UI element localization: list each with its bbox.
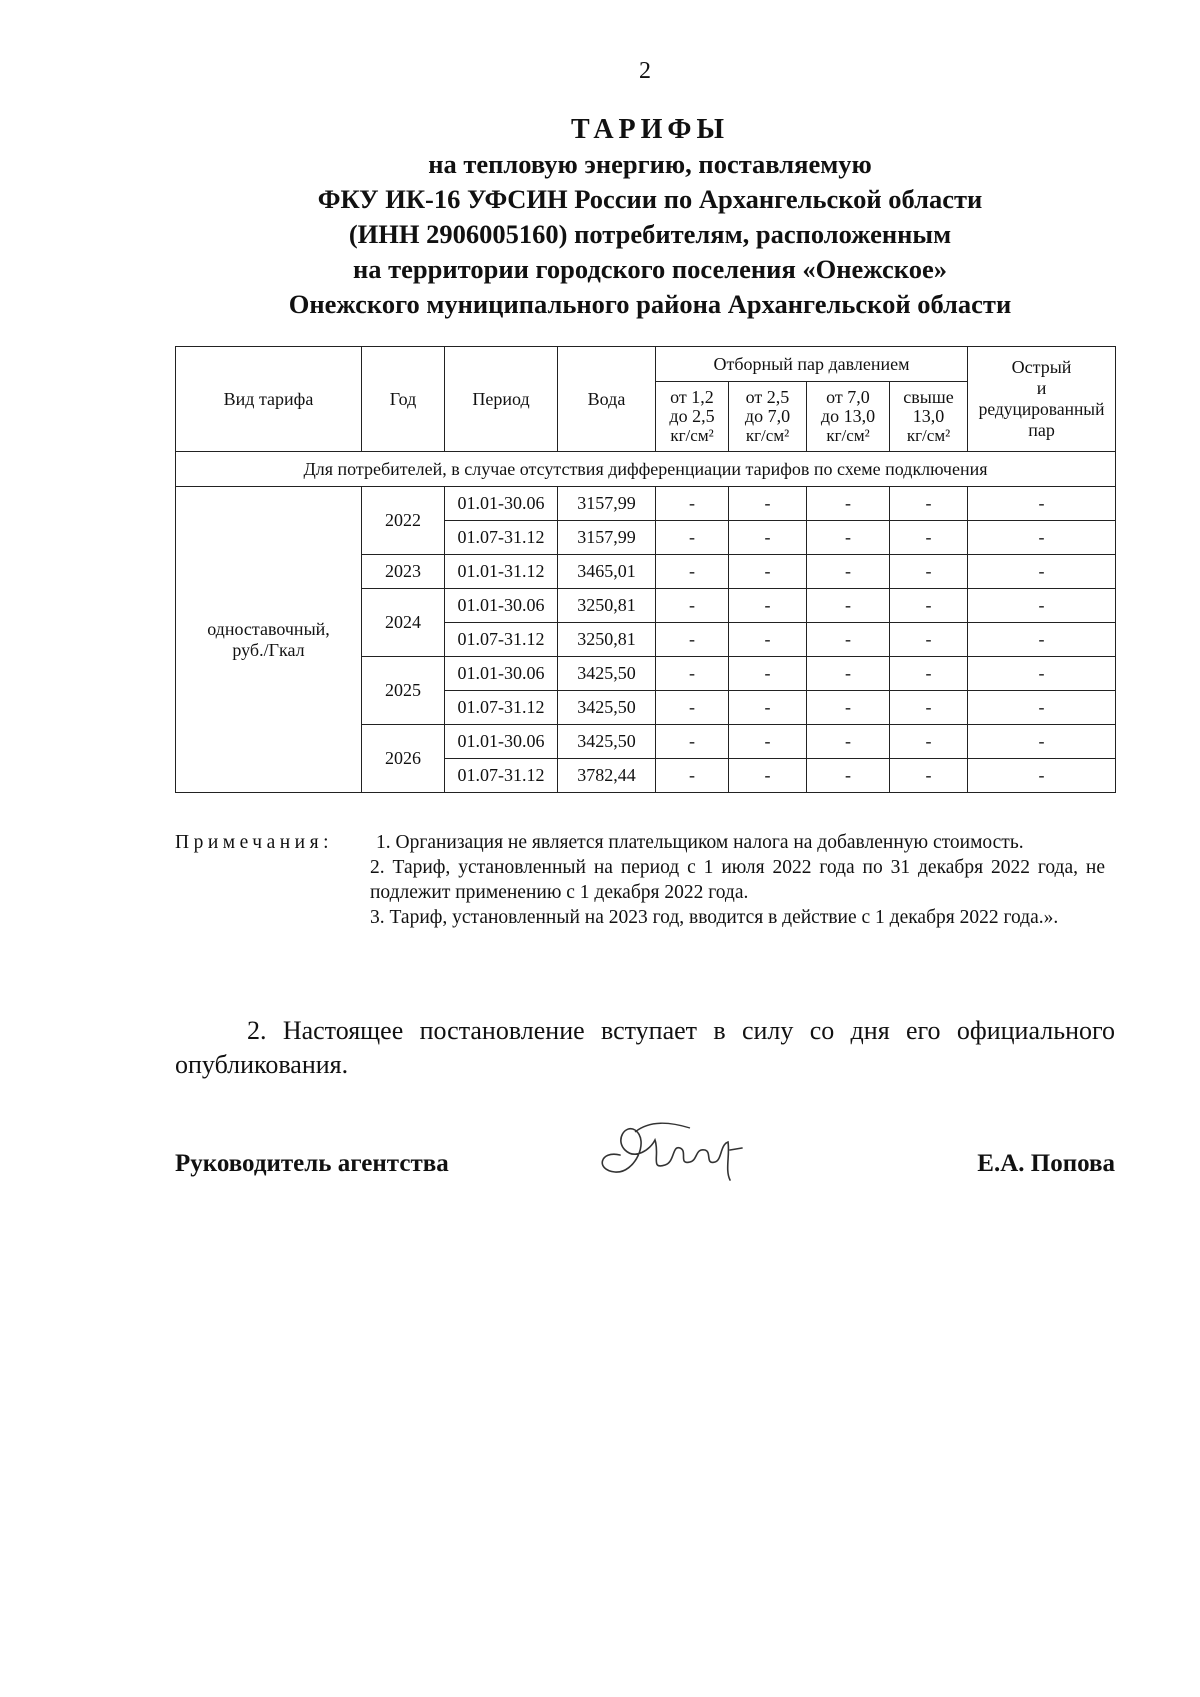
water-cell: 3157,99 [558,487,656,521]
sharp-steam-cell: - [968,555,1116,589]
header-sharp-steam-line: и [1036,378,1047,398]
year-cell: 2022 [362,487,445,555]
signatory-title: Руководитель агентства [175,1150,449,1177]
signatory-name: Е.А. Попова [977,1150,1115,1177]
sharp-steam-cell: - [968,623,1116,657]
title-main: ТАРИФЫ [571,114,729,145]
title-line-1: на тепловую энергию, поставляемую [428,149,872,179]
steam-cell: - [656,725,729,759]
steam-cell: - [656,589,729,623]
steam-col-2-unit: кг/см² [745,426,790,445]
notes-label: Примечания: [175,832,333,853]
notes-list [370,830,1105,930]
steam-cell: - [807,487,890,521]
period-cell: 01.01-30.06 [445,589,558,623]
steam-col-4-unit: кг/см² [906,426,951,445]
tariff-type-line: руб./Гкал [232,639,305,660]
water-cell: 3157,99 [558,521,656,555]
header-steam-col-2 [729,382,807,452]
steam-cell: - [890,725,968,759]
period-cell: 01.07-31.12 [445,691,558,725]
header-tariff-type: Вид тарифа [176,347,362,452]
decree-paragraph: 2. Настоящее постановление вступает в силу со дня его официального опубликования. [175,1016,1115,1079]
section-title: Для потребителей, в случае отсутствия дифференциации тарифов по схеме подключения [176,452,1116,487]
handwritten-signature [580,1110,750,1190]
sharp-steam-cell: - [968,725,1116,759]
sharp-steam-cell: - [968,657,1116,691]
steam-cell: - [807,623,890,657]
steam-cell: - [807,521,890,555]
sharp-steam-cell: - [968,487,1116,521]
period-cell: 01.01-30.06 [445,657,558,691]
steam-col-1-unit: кг/см² [670,426,714,445]
period-cell: 01.01-30.06 [445,487,558,521]
header-steam-col-3 [807,382,890,452]
steam-col-4-line: свыше [903,387,954,407]
steam-col-2-line: от 2,5 [745,387,790,407]
document-title [175,112,1125,322]
water-cell: 3250,81 [558,589,656,623]
tariff-type-cell [176,487,362,793]
water-cell: 3425,50 [558,691,656,725]
steam-cell: - [890,691,968,725]
steam-cell: - [729,691,807,725]
steam-cell: - [656,691,729,725]
year-cell: 2023 [362,555,445,589]
title-line-5: Онежского муниципального района Архангельской области [288,289,1012,319]
title-line-3: (ИНН 2906005160) потребителям, расположенным [348,219,952,249]
steam-cell: - [807,691,890,725]
steam-cell: - [656,657,729,691]
steam-cell: - [890,555,968,589]
steam-cell: - [890,623,968,657]
steam-col-3-line: от 7,0 [826,387,870,407]
steam-cell: - [807,589,890,623]
steam-cell: - [729,521,807,555]
steam-cell: - [890,521,968,555]
sharp-steam-cell: - [968,521,1116,555]
year-cell: 2024 [362,589,445,657]
title-line-4: на территории городского поселения «Онежское» [353,254,947,284]
steam-cell: - [656,521,729,555]
header-steam-col-1 [656,382,729,452]
note-item: 1. Организация не является плательщиком налога на добавленную стоимость. [376,832,1024,853]
water-cell: 3250,81 [558,623,656,657]
steam-col-1-line: от 1,2 [670,387,714,407]
note-item: 3. Тариф, установленный на 2023 год, вводится в действие с 1 декабря 2022 года.». [370,907,1059,928]
steam-cell: - [807,657,890,691]
header-steam-group: Отборный пар давлением [656,347,968,382]
signature-block [175,1150,1115,1190]
steam-cell: - [807,555,890,589]
tariff-type-line: одноставочный, [207,618,330,639]
steam-col-1-line: до 2,5 [669,406,715,426]
period-cell: 01.07-31.12 [445,521,558,555]
period-cell: 01.01-30.06 [445,725,558,759]
note-item: 2. Тариф, установленный на период с 1 июля 2022 года по 31 декабря 2022 года, не подлежит применению с 1 декабря 2022 года. [370,857,1105,903]
year-cell: 2025 [362,657,445,725]
header-sharp-steam-line: редуцированный [978,399,1105,419]
steam-cell: - [729,555,807,589]
steam-cell: - [890,589,968,623]
title-line-2: ФКУ ИК-16 УФСИН России по Архангельской области [317,184,983,214]
year-cell: 2026 [362,725,445,793]
header-water: Вода [558,347,656,452]
header-sharp-steam [968,347,1116,452]
steam-cell: - [807,725,890,759]
table-row [176,487,1116,521]
steam-cell: - [656,555,729,589]
sharp-steam-cell: - [968,759,1116,793]
steam-cell: - [807,759,890,793]
header-period: Период [445,347,558,452]
steam-cell: - [656,759,729,793]
header-sharp-steam-line: Острый [1011,357,1072,377]
steam-cell: - [729,759,807,793]
steam-cell: - [890,759,968,793]
steam-cell: - [656,623,729,657]
steam-cell: - [890,487,968,521]
water-cell: 3425,50 [558,657,656,691]
steam-cell: - [729,623,807,657]
period-cell: 01.01-31.12 [445,555,558,589]
header-steam-col-4 [890,382,968,452]
steam-cell: - [729,725,807,759]
period-cell: 01.07-31.12 [445,759,558,793]
header-year: Год [362,347,445,452]
steam-col-2-line: до 7,0 [744,406,791,426]
sharp-steam-cell: - [968,691,1116,725]
steam-col-4-line: 13,0 [912,406,945,426]
steam-col-3-unit: кг/см² [826,426,870,445]
steam-col-3-line: до 13,0 [820,406,876,426]
page-number: 2 [639,58,651,84]
steam-cell: - [729,589,807,623]
header-sharp-steam-line: пар [1028,420,1055,440]
steam-cell: - [729,657,807,691]
water-cell: 3465,01 [558,555,656,589]
steam-cell: - [656,487,729,521]
water-cell: 3425,50 [558,725,656,759]
steam-cell: - [890,657,968,691]
period-cell: 01.07-31.12 [445,623,558,657]
water-cell: 3782,44 [558,759,656,793]
tariff-table [175,346,1116,793]
sharp-steam-cell: - [968,589,1116,623]
steam-cell: - [729,487,807,521]
